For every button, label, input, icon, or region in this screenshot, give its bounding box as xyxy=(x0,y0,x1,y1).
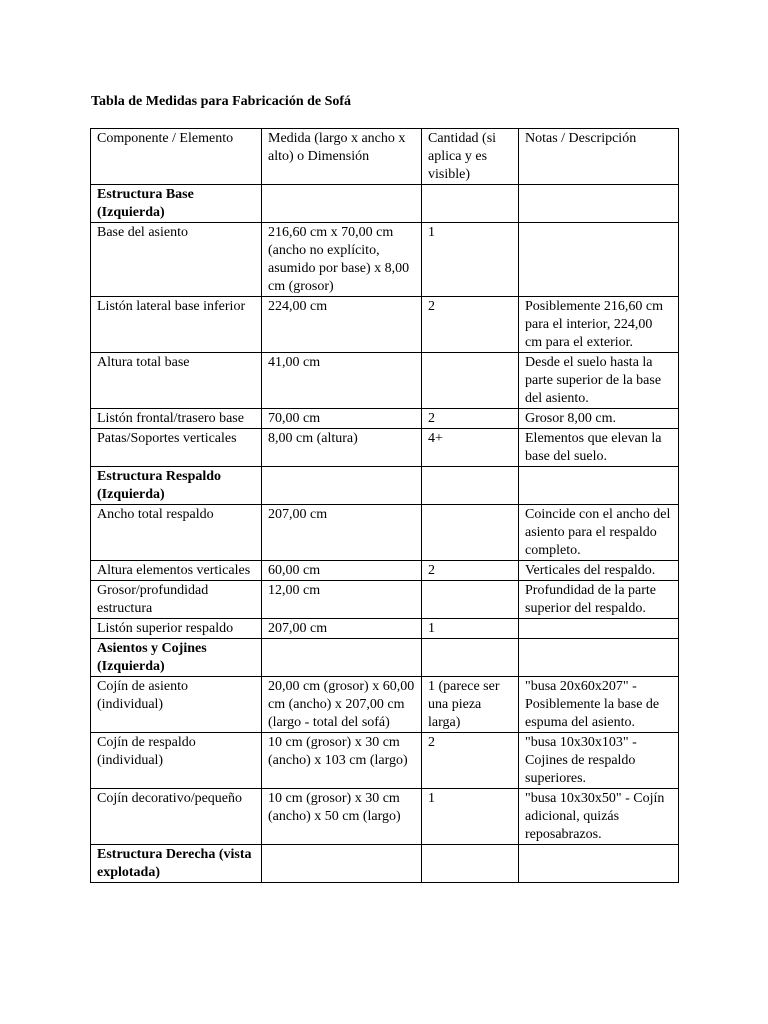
cell-component: Base del asiento xyxy=(91,223,262,297)
cell-measure: 12,00 cm xyxy=(262,581,422,619)
cell-notes: Posiblemente 216,60 cm para el interior, 224,00 cm para el exterior. xyxy=(519,297,679,353)
table-row xyxy=(91,677,679,733)
cell-notes: Coincide con el ancho del asiento para el respaldo completo. xyxy=(519,505,679,561)
cell-component: Ancho total respaldo xyxy=(91,505,262,561)
table-row xyxy=(91,297,679,353)
header-measure: Medida (largo x ancho x alto) o Dimensión xyxy=(262,129,422,185)
cell-measure xyxy=(262,639,422,677)
section-row xyxy=(91,467,679,505)
table-row xyxy=(91,409,679,429)
cell-quantity: 1 xyxy=(422,223,519,297)
cell-notes xyxy=(519,185,679,223)
cell-measure: 41,00 cm xyxy=(262,353,422,409)
cell-quantity: 2 xyxy=(422,297,519,353)
cell-notes xyxy=(519,223,679,297)
cell-component: Altura elementos verticales xyxy=(91,561,262,581)
table-body xyxy=(91,129,679,883)
table-row xyxy=(91,429,679,467)
cell-quantity xyxy=(422,505,519,561)
cell-quantity: 2 xyxy=(422,561,519,581)
section-row xyxy=(91,185,679,223)
table-row xyxy=(91,353,679,409)
cell-measure: 207,00 cm xyxy=(262,505,422,561)
cell-quantity xyxy=(422,353,519,409)
cell-quantity: 2 xyxy=(422,733,519,789)
cell-component: Listón superior respaldo xyxy=(91,619,262,639)
measurements-table xyxy=(90,128,679,883)
table-row xyxy=(91,581,679,619)
cell-notes xyxy=(519,639,679,677)
cell-measure xyxy=(262,467,422,505)
table-row xyxy=(91,789,679,845)
cell-notes: Desde el suelo hasta la parte superior de la base del asiento. xyxy=(519,353,679,409)
cell-quantity xyxy=(422,467,519,505)
cell-notes xyxy=(519,845,679,883)
cell-quantity: 1 xyxy=(422,789,519,845)
table-row xyxy=(91,223,679,297)
section-row xyxy=(91,639,679,677)
cell-quantity: 2 xyxy=(422,409,519,429)
cell-quantity: 1 xyxy=(422,619,519,639)
table-header-row xyxy=(91,129,679,185)
cell-measure: 10 cm (grosor) x 30 cm (ancho) x 50 cm (largo) xyxy=(262,789,422,845)
cell-notes: Verticales del respaldo. xyxy=(519,561,679,581)
cell-notes: Grosor 8,00 cm. xyxy=(519,409,679,429)
cell-measure: 216,60 cm x 70,00 cm (ancho no explícito, asumido por base) x 8,00 cm (grosor) xyxy=(262,223,422,297)
cell-component: Listón frontal/trasero base xyxy=(91,409,262,429)
cell-component: Estructura Base (Izquierda) xyxy=(91,185,262,223)
cell-notes xyxy=(519,467,679,505)
cell-notes: Profundidad de la parte superior del respaldo. xyxy=(519,581,679,619)
table-row xyxy=(91,733,679,789)
header-component: Componente / Elemento xyxy=(91,129,262,185)
cell-quantity xyxy=(422,185,519,223)
cell-quantity xyxy=(422,581,519,619)
cell-component: Estructura Respaldo (Izquierda) xyxy=(91,467,262,505)
cell-notes: "busa 10x30x50" - Cojín adicional, quizás reposabrazos. xyxy=(519,789,679,845)
cell-notes: "busa 20x60x207" - Posiblemente la base de espuma del asiento. xyxy=(519,677,679,733)
cell-notes: Elementos que elevan la base del suelo. xyxy=(519,429,679,467)
cell-measure xyxy=(262,845,422,883)
cell-component: Listón lateral base inferior xyxy=(91,297,262,353)
cell-measure: 207,00 cm xyxy=(262,619,422,639)
cell-component: Altura total base xyxy=(91,353,262,409)
cell-quantity xyxy=(422,845,519,883)
table-row xyxy=(91,561,679,581)
cell-measure: 20,00 cm (grosor) x 60,00 cm (ancho) x 207,00 cm (largo - total del sofá) xyxy=(262,677,422,733)
cell-component: Cojín de asiento (individual) xyxy=(91,677,262,733)
table-row xyxy=(91,619,679,639)
header-quantity: Cantidad (si aplica y es visible) xyxy=(422,129,519,185)
cell-notes xyxy=(519,619,679,639)
cell-component: Patas/Soportes verticales xyxy=(91,429,262,467)
cell-measure: 8,00 cm (altura) xyxy=(262,429,422,467)
section-row xyxy=(91,845,679,883)
cell-quantity xyxy=(422,639,519,677)
cell-notes: "busa 10x30x103" - Cojines de respaldo superiores. xyxy=(519,733,679,789)
cell-component: Estructura Derecha (vista explotada) xyxy=(91,845,262,883)
header-notes: Notas / Descripción xyxy=(519,129,679,185)
cell-measure: 224,00 cm xyxy=(262,297,422,353)
cell-measure: 10 cm (grosor) x 30 cm (ancho) x 103 cm (largo) xyxy=(262,733,422,789)
cell-measure: 70,00 cm xyxy=(262,409,422,429)
cell-component: Grosor/profundidad estructura xyxy=(91,581,262,619)
cell-quantity: 4+ xyxy=(422,429,519,467)
cell-measure: 60,00 cm xyxy=(262,561,422,581)
cell-component: Asientos y Cojines (Izquierda) xyxy=(91,639,262,677)
cell-component: Cojín decorativo/pequeño xyxy=(91,789,262,845)
document-title: Tabla de Medidas para Fabricación de Sofá xyxy=(91,94,352,109)
table-row xyxy=(91,505,679,561)
cell-component: Cojín de respaldo (individual) xyxy=(91,733,262,789)
cell-quantity: 1 (parece ser una pieza larga) xyxy=(422,677,519,733)
cell-measure xyxy=(262,185,422,223)
